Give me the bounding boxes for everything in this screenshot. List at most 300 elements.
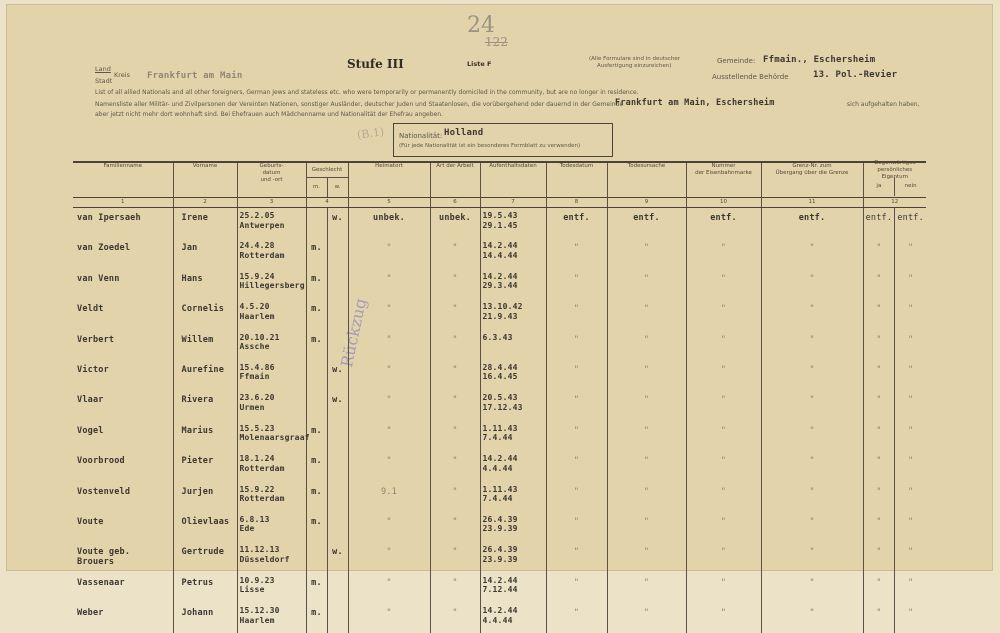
- cell-border: ": [809, 395, 815, 406]
- cell-col-12: [863, 330, 926, 360]
- cell-birth1: 15.12.30: [239, 606, 280, 616]
- cell-col-11: [761, 360, 863, 390]
- eigentum-own_b: ": [894, 573, 926, 603]
- sex-m: m.: [311, 243, 322, 254]
- cell-border: ": [809, 456, 815, 467]
- cell-col-7: [480, 390, 546, 420]
- cell-col-9: [607, 360, 686, 390]
- cell-col-12: [863, 390, 926, 420]
- cell-col-1: [73, 421, 173, 451]
- nationality-note: (Für jede Nationalität ist ein besonderes Formblatt zu verwenden): [399, 143, 581, 149]
- cell-first: Hans: [181, 273, 203, 284]
- cell-cause: ": [643, 456, 650, 467]
- cell-work: ": [452, 486, 458, 497]
- stufe-title: Stufe III: [347, 57, 404, 71]
- cell-home: ": [386, 364, 392, 375]
- col-header-geschlecht: [306, 162, 348, 198]
- table-row: [73, 269, 926, 299]
- cell-col-2: [173, 360, 237, 390]
- cell-work: ": [452, 577, 458, 588]
- cell-col-3: [237, 573, 306, 603]
- col-number: 6: [430, 198, 480, 208]
- cell-border: ": [809, 608, 815, 619]
- cell-work: ": [452, 516, 458, 527]
- cell-work: ": [452, 364, 458, 375]
- cell-stay2: 23.9.39: [482, 554, 518, 564]
- cell-col-9: [607, 542, 686, 572]
- cell-border: ": [809, 364, 815, 375]
- table-row: [73, 208, 926, 239]
- table-row: [73, 482, 926, 512]
- sex-w: [327, 512, 348, 542]
- table-row: [73, 512, 926, 542]
- cell-death: ": [573, 334, 580, 345]
- cell-col-5: [348, 390, 430, 420]
- cell-border: ": [809, 304, 815, 315]
- cell-col-1: [73, 269, 173, 299]
- sex-w: [327, 421, 348, 451]
- cell-work: ": [452, 425, 458, 436]
- cell-home: 9.1: [381, 486, 397, 497]
- sex-w: w.: [327, 390, 348, 420]
- cell-border: ": [809, 334, 815, 345]
- cell-stay1: 14.2.44: [482, 454, 518, 464]
- cell-cause: ": [643, 577, 650, 588]
- cell-surname: Voorbrood: [77, 456, 125, 467]
- cell-col-5: [348, 269, 430, 299]
- cell-col-11: [761, 208, 863, 239]
- eigentum-own_b: ": [894, 512, 926, 542]
- cell-surname: Vogel: [77, 425, 104, 436]
- sex-w: [327, 482, 348, 512]
- text-line-2a: Namensliste aller Militär- und Zivilpersonen der Vereinten Nationen, sonstiger Ausländer, deutscher Juden und Staatenlosen, die vorübergehend oder dauernd in der Gemeinde: [95, 101, 624, 108]
- cell-rail: ": [720, 243, 727, 254]
- behoerde-label: Ausstellende Behörde: [712, 73, 789, 81]
- cell-first: Marius: [181, 425, 214, 436]
- eigentum-own_b: ": [894, 238, 926, 268]
- cell-col-2: [173, 421, 237, 451]
- cell-col-6: [430, 482, 480, 512]
- cell-stay1: 14.2.44: [482, 241, 518, 251]
- cell-cause: ": [643, 425, 650, 436]
- cell-col-11: [761, 542, 863, 572]
- eigentum-own_b: ": [894, 482, 926, 512]
- cell-cause: entf.: [633, 213, 660, 223]
- geschlecht-w: w.: [327, 178, 348, 197]
- stamp-code: (B.1): [356, 125, 385, 142]
- gemeinde-label: Gemeinde:: [717, 57, 756, 65]
- cell-birth1: 25.2.05: [239, 211, 275, 220]
- cell-cause: ": [643, 547, 650, 558]
- cell-border: ": [809, 273, 815, 284]
- cell-col-8: [546, 482, 607, 512]
- cell-col-10: [686, 451, 761, 481]
- cell-col-1: [73, 603, 173, 633]
- cell-col-6: [430, 421, 480, 451]
- cell-col-9: [607, 238, 686, 268]
- cell-death: ": [573, 304, 580, 315]
- eigentum-own_a: ": [876, 577, 882, 588]
- col-number: 8: [546, 198, 607, 208]
- cell-col-11: [761, 238, 863, 268]
- cell-col-3: [237, 390, 306, 420]
- cell-col-8: [546, 269, 607, 299]
- cell-home: ": [386, 425, 392, 436]
- sex-m: m.: [311, 486, 322, 497]
- cell-death: ": [573, 273, 580, 284]
- cell-stay1: 19.5.43: [482, 211, 518, 220]
- cell-col-10: [686, 208, 761, 239]
- cell-col-3: [237, 238, 306, 268]
- cell-col-5: [348, 360, 430, 390]
- cell-death: ": [573, 395, 580, 406]
- cell-surname: Veldt: [77, 304, 104, 315]
- cell-col-5: [348, 603, 430, 633]
- cell-col-8: [546, 299, 607, 329]
- cell-col-11: [761, 482, 863, 512]
- cell-birth1: 24.4.28: [239, 241, 275, 251]
- cell-col-3: [237, 299, 306, 329]
- cell-col-8: [546, 360, 607, 390]
- cell-stay1: 14.2.44: [482, 271, 518, 281]
- eigentum-own_a: ": [876, 304, 882, 315]
- table-row: [73, 451, 926, 481]
- cell-stay1: 14.2.44: [482, 575, 518, 585]
- cell-first: Rivera: [181, 395, 214, 406]
- col-header-familienname: Familienname: [73, 162, 173, 198]
- cell-border: ": [809, 577, 815, 588]
- cell-work: ": [452, 608, 458, 619]
- cell-col-5: [348, 482, 430, 512]
- eigentum-own_b: ": [894, 603, 926, 633]
- cell-birth2: Düsseldorf: [239, 554, 290, 564]
- cell-col-6: [430, 330, 480, 360]
- cell-col-7: [480, 542, 546, 572]
- cell-col-6: [430, 542, 480, 572]
- cell-rail: ": [720, 486, 727, 497]
- cell-birth2: Ede: [239, 524, 255, 534]
- cell-birth1: 4.5.20: [239, 302, 270, 312]
- cell-col-1: [73, 542, 173, 572]
- cell-stay1: 1.11.43: [482, 484, 518, 494]
- cell-home: ": [386, 334, 392, 345]
- cell-home: ": [386, 304, 392, 315]
- cell-work: ": [452, 547, 458, 558]
- cell-stay1: 20.5.43: [482, 393, 518, 403]
- cell-col-11: [761, 390, 863, 420]
- cell-home: ": [386, 608, 392, 619]
- liste-label: Liste F: [467, 60, 492, 68]
- cell-first: Pieter: [181, 456, 214, 467]
- eigentum-ja: ja: [876, 183, 882, 189]
- col-header-heimatort: Heimatort: [348, 162, 430, 198]
- col-number: 9: [607, 198, 686, 208]
- cell-col-10: [686, 542, 761, 572]
- cell-first: Irene: [181, 213, 209, 223]
- cell-col-4: [306, 451, 348, 481]
- cell-col-12: [863, 573, 926, 603]
- cell-first: Jurjen: [181, 486, 214, 497]
- cell-stay2: 7.4.44: [482, 494, 513, 504]
- cell-rail: ": [720, 456, 727, 467]
- cell-birth2: Molenaarsgraaf: [239, 433, 310, 443]
- eigentum-own_b: ": [894, 269, 926, 299]
- cell-cause: ": [643, 243, 650, 254]
- cell-col-4: [306, 238, 348, 268]
- cell-surname: Vostenveld: [77, 486, 131, 497]
- sex-w: [327, 573, 348, 603]
- cell-work: ": [452, 395, 458, 406]
- col-number: 12: [863, 198, 926, 208]
- cell-col-9: [607, 603, 686, 633]
- cell-cause: ": [643, 608, 650, 619]
- cell-col-5: [348, 421, 430, 451]
- cell-birth1: 15.4.86: [239, 362, 275, 372]
- cell-col-9: [607, 208, 686, 239]
- cell-col-7: [480, 512, 546, 542]
- cell-birth1: 11.12.13: [239, 545, 280, 555]
- eigentum-own_b: ": [894, 542, 926, 572]
- cell-col-1: [73, 299, 173, 329]
- cell-first: Gertrude: [181, 547, 225, 558]
- cell-col-6: [430, 390, 480, 420]
- nationality-label: Nationalität:: [399, 132, 443, 140]
- cell-col-3: [237, 360, 306, 390]
- cell-rail: ": [720, 364, 727, 375]
- cell-birth1: 20.10.21: [239, 332, 280, 342]
- cell-border: ": [809, 243, 815, 254]
- cell-col-6: [430, 208, 480, 239]
- eigentum-own_a: ": [876, 395, 882, 406]
- cell-col-8: [546, 573, 607, 603]
- sex-w: [327, 603, 348, 633]
- cell-col-6: [430, 451, 480, 481]
- cell-col-1: [73, 390, 173, 420]
- eigentum-own_b: entf.: [894, 208, 926, 238]
- cell-stay1: 28.4.44: [482, 362, 518, 372]
- cell-surname: Vlaar: [77, 395, 104, 406]
- eigentum-own_b: ": [894, 299, 926, 329]
- cell-col-12: [863, 299, 926, 329]
- cell-stay1: 26.4.39: [482, 545, 518, 555]
- col-number: 5: [348, 198, 430, 208]
- sex-w: [327, 299, 348, 329]
- cell-col-7: [480, 330, 546, 360]
- col-number: 1: [73, 198, 173, 208]
- cell-death: ": [573, 364, 580, 375]
- cell-col-4: [306, 208, 348, 239]
- cell-col-2: [173, 603, 237, 633]
- cell-col-8: [546, 238, 607, 268]
- col-header-grenze: Grenz-Nr. zum Übergang über die Grenze: [761, 162, 863, 198]
- col-number: 4: [306, 198, 348, 208]
- cell-cause: ": [643, 364, 650, 375]
- cell-death: ": [573, 577, 580, 588]
- cell-rail: ": [720, 577, 727, 588]
- cell-cause: ": [643, 304, 650, 315]
- col-header-eigentum: [863, 159, 926, 198]
- cell-death: ": [573, 456, 580, 467]
- cell-col-12: [863, 451, 926, 481]
- eigentum-own_b: ": [894, 421, 926, 451]
- cell-stay2: 17.12.43: [482, 402, 523, 412]
- cell-surname: Victor: [77, 364, 109, 375]
- table-row: [73, 542, 926, 572]
- cell-col-11: [761, 299, 863, 329]
- sex-m: m.: [311, 608, 322, 619]
- cell-col-3: [237, 512, 306, 542]
- cell-death: ": [573, 608, 580, 619]
- cell-col-3: [237, 421, 310, 451]
- geschlecht-m: m.: [312, 184, 321, 190]
- cell-surname2: Brouers: [77, 557, 115, 568]
- cell-birth2: Lisse: [239, 585, 265, 595]
- cell-home: ": [386, 516, 392, 527]
- cell-col-4: [306, 542, 348, 572]
- cell-col-4: [306, 390, 348, 420]
- col-header-eisenbahnmarke: Nummer der Eisenbahnmarke: [686, 162, 761, 198]
- cell-col-5: [348, 451, 430, 481]
- cell-col-3: [237, 603, 306, 633]
- cell-home: ": [386, 577, 392, 588]
- cell-col-11: [761, 512, 863, 542]
- sex-w: [327, 269, 348, 299]
- eigentum-own_a: ": [876, 425, 882, 436]
- cell-col-7: [480, 238, 546, 268]
- cell-col-4: [306, 269, 348, 299]
- sex-m: m.: [311, 577, 322, 588]
- cell-birth2: Hillegersberg: [239, 281, 305, 291]
- cell-home: ": [386, 273, 392, 284]
- cell-death: ": [573, 425, 580, 436]
- cell-col-5: [348, 299, 430, 329]
- cell-birth1: 23.6.20: [239, 393, 275, 403]
- eigentum-own_b: ": [894, 330, 926, 360]
- cell-cause: ": [643, 273, 650, 284]
- cell-birth1: 10.9.23: [239, 575, 275, 585]
- cell-rail: ": [720, 547, 727, 558]
- cell-stay2: 4.4.44: [482, 615, 513, 625]
- cell-col-4: [306, 603, 348, 633]
- cell-stay1: 1.11.43: [482, 423, 518, 433]
- cell-col-8: [546, 542, 607, 572]
- eigentum-own_a: ": [876, 273, 882, 284]
- cell-col-10: [686, 421, 761, 451]
- cell-col-5: [348, 330, 430, 360]
- cell-col-2: [173, 451, 237, 481]
- cell-stay2: 16.4.45: [482, 372, 518, 382]
- cell-cause: ": [643, 395, 650, 406]
- cell-first: Johann: [181, 608, 214, 619]
- cell-col-9: [607, 421, 686, 451]
- col-header-todesdatum: Todesdatum: [546, 162, 607, 198]
- cell-col-4: [306, 573, 348, 603]
- cell-col-12: [863, 512, 926, 542]
- cell-col-6: [430, 360, 480, 390]
- cell-col-2: [173, 299, 237, 329]
- cell-death: ": [573, 243, 580, 254]
- cell-col-12: [863, 542, 926, 572]
- cell-birth2: Rotterdam: [239, 250, 285, 260]
- cell-first: Cornelis: [181, 304, 225, 315]
- cell-home: ": [386, 547, 392, 558]
- cell-surname: Verbert: [77, 334, 115, 345]
- cell-surname: Weber: [77, 608, 104, 619]
- sex-m: m.: [311, 304, 322, 315]
- col-header-vorname: Vorname: [173, 162, 237, 198]
- cell-stay2: 29.3.44: [482, 281, 518, 291]
- cell-col-7: [480, 603, 546, 633]
- cell-birth2: Antwerpen: [239, 220, 285, 230]
- cell-stay1: 6.3.43: [482, 332, 513, 342]
- cell-col-10: [686, 360, 761, 390]
- cell-col-2: [173, 208, 237, 239]
- label-stadt: Stadt: [95, 77, 113, 85]
- cell-col-7: [480, 451, 546, 481]
- sex-w: w.: [327, 208, 348, 238]
- sex-m: m.: [311, 456, 322, 467]
- table-row: [73, 390, 926, 420]
- cell-birth2: Urmen: [239, 402, 265, 412]
- cell-first: Aurefine: [181, 364, 225, 375]
- eigentum-own_a: ": [876, 547, 882, 558]
- cell-birth2: Rotterdam: [239, 494, 285, 504]
- cell-col-10: [686, 512, 761, 542]
- cell-border: ": [809, 486, 815, 497]
- cell-col-6: [430, 299, 480, 329]
- eigentum-own_a: ": [876, 334, 882, 345]
- cell-cause: ": [643, 486, 650, 497]
- cell-birth1: 15.9.24: [239, 271, 275, 281]
- cell-col-3: [237, 482, 306, 512]
- cell-col-2: [173, 482, 237, 512]
- cell-surname: van Zoedel: [77, 243, 131, 254]
- cell-col-11: [761, 269, 863, 299]
- cell-col-2: [173, 269, 237, 299]
- cell-border: ": [809, 516, 815, 527]
- cell-col-1: [73, 360, 173, 390]
- note-alle: (Alle Formulare sind in deutscher: [589, 56, 681, 62]
- cell-col-9: [607, 390, 686, 420]
- cell-cause: ": [643, 516, 650, 527]
- cell-col-10: [686, 238, 761, 268]
- text-line-1: List of all allied Nationals and all other foreigners, German Jews and stateless etc. who were temporarily or permanently domiciled in the community, but are no longer in residence.: [95, 89, 639, 96]
- cell-col-4: [306, 482, 348, 512]
- cell-col-3: [237, 269, 306, 299]
- cell-home: ": [386, 456, 392, 467]
- cell-col-1: [73, 573, 173, 603]
- cell-col-2: [173, 542, 237, 572]
- cell-col-1: [73, 512, 173, 542]
- cell-col-7: [480, 421, 546, 451]
- cell-border: entf.: [798, 213, 826, 223]
- sex-m: [307, 542, 327, 572]
- cell-stay1: 26.4.39: [482, 514, 518, 524]
- cell-birth1: 15.5.23: [239, 423, 275, 433]
- sex-w: w.: [327, 360, 348, 390]
- label-kreis: Kreis: [114, 71, 130, 79]
- sex-m: m.: [311, 516, 322, 527]
- cell-birth2: Rotterdam: [239, 463, 285, 473]
- cell-first: Olievlaas: [181, 516, 230, 527]
- col-header-geburt: Geburts- datum und -ort: [237, 162, 306, 198]
- eigentum-label: Gegenwärtiges persönliches Eigentum: [873, 159, 916, 180]
- cell-birth1: 15.9.22: [239, 484, 275, 494]
- cell-work: ": [452, 273, 458, 284]
- cell-rail: ": [720, 304, 727, 315]
- cell-stay2: 23.9.39: [482, 524, 518, 534]
- cell-birth1: 18.1.24: [239, 454, 275, 464]
